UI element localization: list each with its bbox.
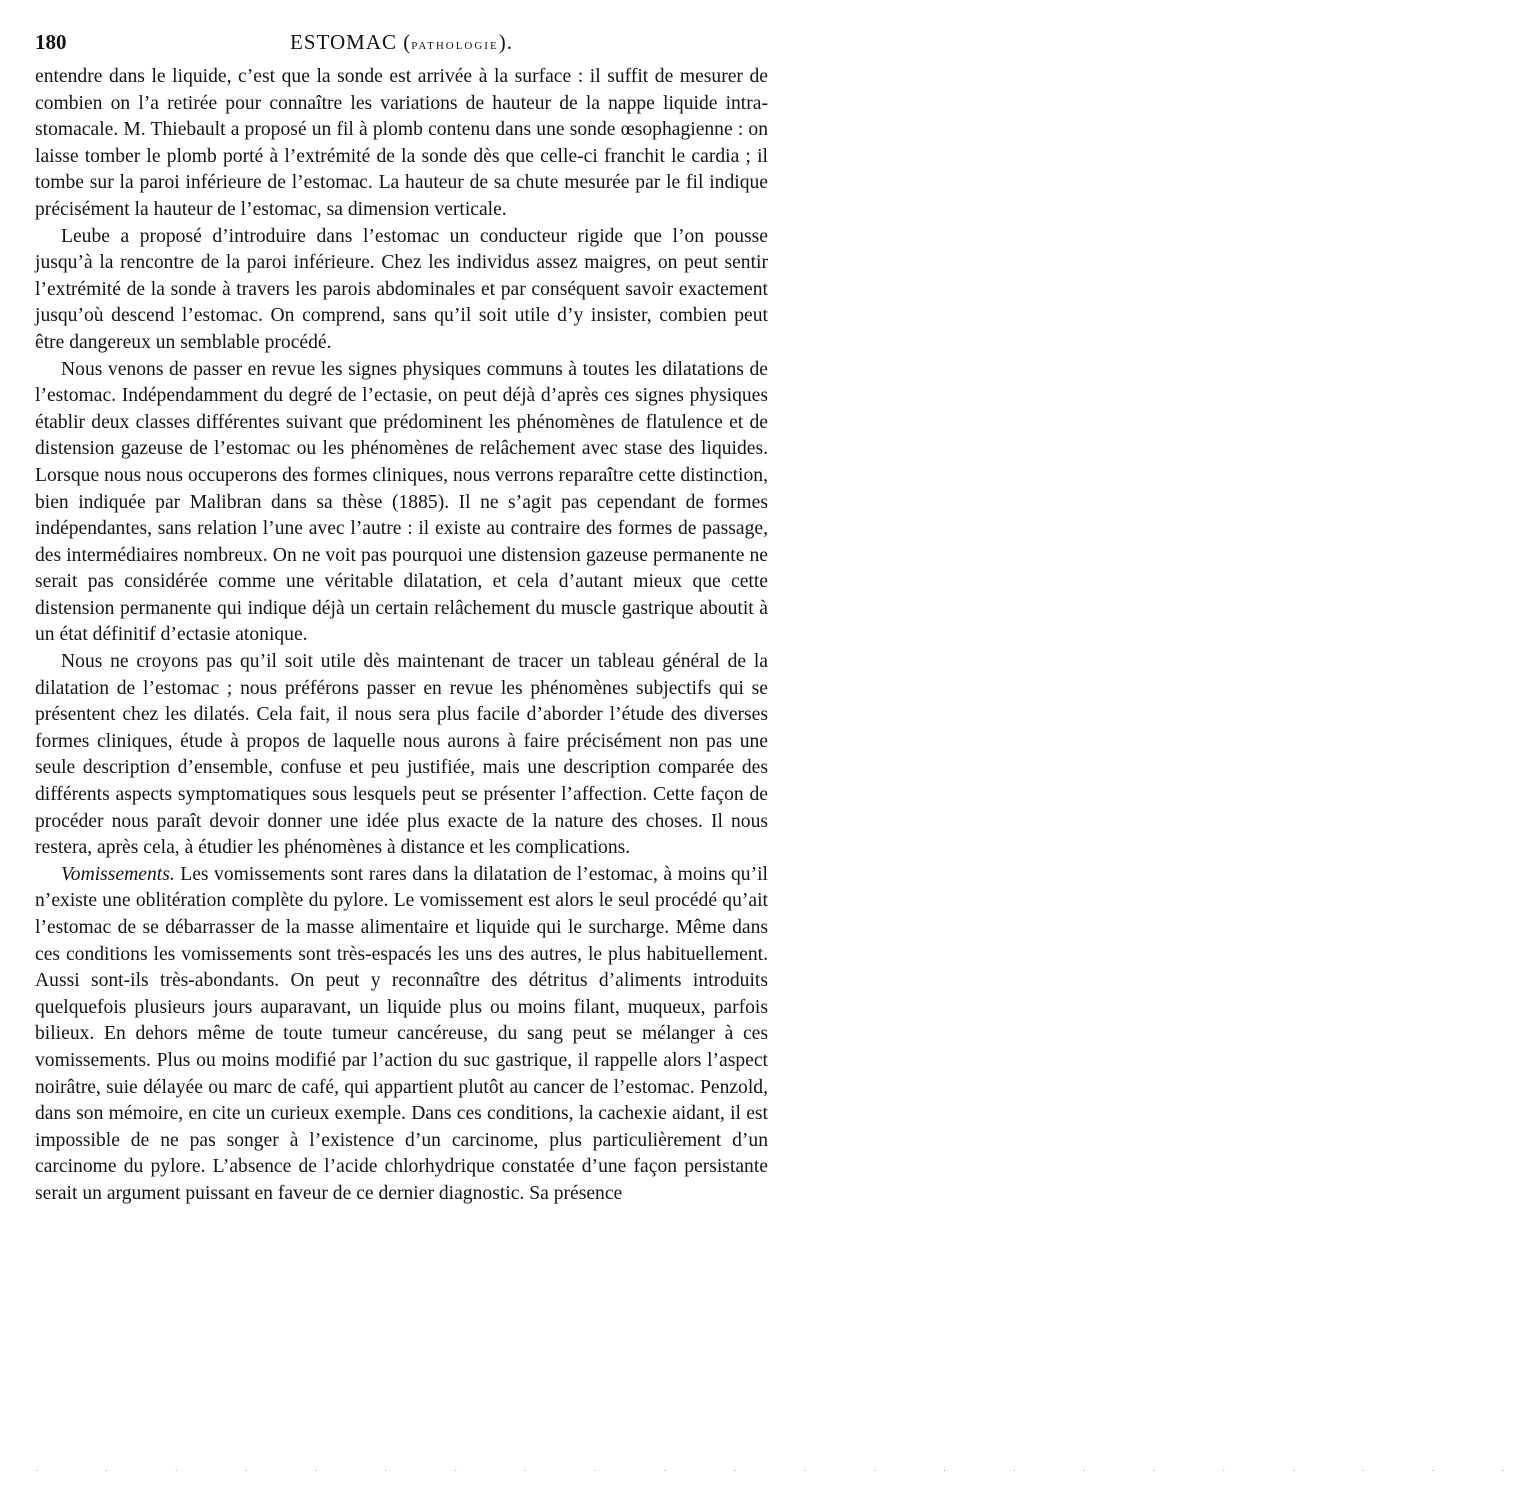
paragraph-text: entendre dans le liquide, c’est que la sonde est arrivée à la surface : il suffit de mesurer de combien on l’a retirée pour connaître les variations de hauteur de la nappe liquide intra-stomacale. M. Thiebault a proposé un fil à plomb contenu dans une sonde œsophagienne : on laisse tomber le plomb porté à l’extrémité de la sonde dès que celle-ci franchit le cardia ; il tombe sur la paroi inférieure de l’estomac. La hauteur de sa chute mesurée par le fil indique précisément la hauteur de l’estomac, sa dimension verticale. bbox=[35, 66, 768, 220]
section-lead-title: Vomissements. bbox=[61, 863, 175, 885]
running-head-paren-open: ( bbox=[403, 30, 412, 54]
page-header bbox=[35, 30, 768, 64]
paragraph-text: Nous venons de passer en revue les signes physiques communs à toutes les dilatations de l’estomac. Indépendamment du degré de l’ectasie, on peut déjà d’après ces signes physiques établir deux classes différentes suivant que prédominent les phénomènes de flatulence et de distension gazeuse de l’estomac ou les phénomènes de relâchement avec stase des liquides. Lorsque nous nous occuperons des formes cliniques, nous verrons reparaître cette distinction, bien indiquée par Malibran dans sa thèse (1885). Il ne s’agit pas cependant de formes indépendantes, sans relation l’une avec l’autre : il existe au contraire des formes de passage, des intermédiaires nombreux. On ne voit pas pourquoi une distension gazeuse permanente ne serait pas considérée comme une véritable dilatation, et cela d’autant mieux que cette distension permanente qui indique déjà un certain relâchement du muscle gastrique aboutit à un état définitif d’ectasie atonique. bbox=[35, 358, 768, 646]
running-head-subtitle: pathologie bbox=[411, 37, 499, 53]
paragraph-text: Nous ne croyons pas qu’il soit utile dès maintenant de tracer un tableau général de la dilatation de l’estomac ; nous préférons passer en revue les phénomènes subjectifs qui se présentent chez les dilatés. Cela fait, il nous sera plus facile d’aborder l’étude des diverses formes cliniques, étude à propos de laquelle nous aurons à faire précisément non pas une seule description d’ensemble, confuse et peu justifiée, mais une description comparée des différents aspects symptomatiques sous lesquels peut se présenter l’affection. Cette façon de procéder nous paraît devoir donner une idée plus exacte de la nature des choses. Il nous restera, après cela, à étudier les phénomènes à distance et les complications. bbox=[35, 651, 768, 859]
bleed-through-marks: · · · · · · · · · · · · · · · · · · · · · · bbox=[35, 1466, 1537, 1477]
page-number: 180 bbox=[35, 30, 67, 54]
paragraph-text: Les vomissements sont rares dans la dilatation de l’estomac, à moins qu’il n’existe une oblitération complète du pylore. Le vomissement est alors le seul procédé qu’ait l’estomac de se débarrasser de la masse alimentaire et liquide qui le surcharge. Même dans ces conditions les vomissements sont très-espacés les uns des autres, le plus habituellement. Aussi sont-ils très-abondants. On peut y reconnaître des détritus d’aliments introduits quelquefois plusieurs jours auparavant, un liquide plus ou moins filant, muqueux, parfois bilieux. En dehors même de toute tumeur cancéreuse, du sang peut se mélanger à ces vomissements. Plus ou moins modifié par l’action du suc gastrique, il rappelle alors l’aspect noirâtre, suie délayée ou marc de café, qui appartient plutôt au cancer de l’estomac. Penzold, dans son mémoire, en cite un curieux exemple. Dans ces conditions, la cachexie aidant, il est impossible de ne pas songer à l’existence d’un carcinome, plus particulièrement d’un carcinome du pylore. L’absence de l’acide chlorhydrique constatée d’une façon persistante serait un argument puissant en faveur de ce dernier diagnostic. Sa présence bbox=[35, 863, 768, 1204]
running-head bbox=[35, 30, 768, 55]
paragraph-text: Leube a proposé d’introduire dans l’estomac un conducteur rigide que l’on pousse jusqu’à la rencontre de la paroi inférieure. Chez les individus assez maigres, on peut sentir l’extrémité de la sonde à travers les parois abdominales et par conséquent savoir exactement jusqu’où descend l’estomac. On comprend, sans qu’il soit utile d’y insister, combien peut être dangereux un semblable procédé. bbox=[35, 225, 768, 353]
page bbox=[35, 30, 768, 1208]
paragraph bbox=[35, 224, 768, 357]
paragraph bbox=[35, 649, 768, 862]
running-head-paren-close: ). bbox=[498, 30, 513, 54]
running-head-title: ESTOMAC bbox=[290, 30, 398, 54]
paragraph-vomissements bbox=[35, 862, 768, 1208]
paragraph-continued bbox=[35, 64, 768, 224]
paragraph bbox=[35, 357, 768, 650]
